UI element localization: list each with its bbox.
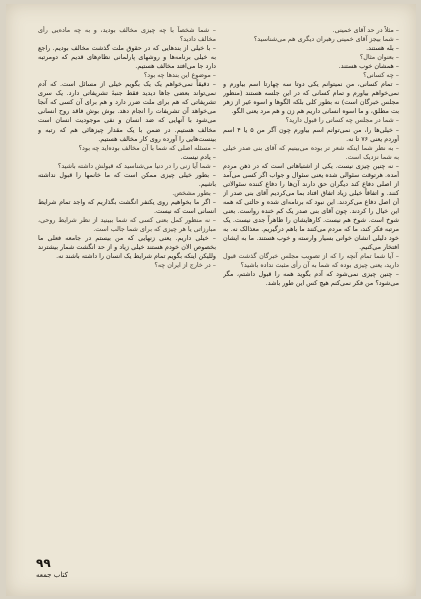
answer-paragraph: – همشان خوب هستند. [338,62,399,71]
question-paragraph: – شما در مجلس چه کسانی را قبول دارید؟ [285,116,399,125]
page-footer [36,556,96,579]
question-paragraph: – در خارج از ایران چه؟ [154,261,216,270]
question-paragraph: – شما شخصاً با چه چیزی مخالف بودید، و به چه ماده‌یی رأی مخالف دادید؟ [38,26,216,44]
answer-paragraph: – تمام کسانی، من نمیتوانم یکی دوتا سه چهارتا اسم بیاورم و نمی‌خواهم بیاورم و تمام کسانی که در این جلسه هستند (منظور مجلس خبرگان است) نه بطور کلی بلکه الگوها و اسوه غیر از زهر بت مطلق، و ما اسوه انسانی داریم هم زن و هم مرد یعنی الگو. [223,80,399,116]
answer-paragraph: – چنین چیزی نمی‌شود که آدم بگوید همه را قبول داشتم، مگر می‌شود؟ من فکر نمی‌کنم هیچ کس این طور باشد. [223,270,399,288]
answer-paragraph: – اگر ما بخواهیم روی یکنفر انگشت بگذاریم که واجد تمام شرایط انسانی است که نیست. [38,197,216,215]
question-paragraph: – شما آیا زنی را در دنیا می‌شناسید که قبولش داشته باشید؟ [57,161,216,170]
answer-paragraph: – خیلی‌ها را، من نمی‌توانم اسم بیاورم چون آگر من ۵ یا ۴ اسم آوردم یعنی ۷۶ تا نه. [223,125,399,143]
page-number: ۹۹ [36,556,51,570]
question-paragraph: – مثلاً در حد آقای خمینی. [332,26,399,34]
question-paragraph: – به نظر شما اینکه شعر تر بوده می‌بینیم که آقای بنی صدر خیلی به شما نزدیک است. [223,143,399,161]
magazine-name: کتاب جمعه [36,571,68,579]
answer-paragraph: – بطور خیلی چیزی ممکن است که ما خانمها را قبول نداشته باشیم. [38,170,216,188]
answer-paragraph: – یادم نیست. [180,152,216,161]
answer-paragraph: – دقیقاً نمی‌خواهم یک یک بگویم خیلی از مسائل است. که آدم نمی‌تواند بعضی جاها دیدید فقط جنبهٔ تشریفاتی دارد. یک سری تشریفاتی که هم برای ملت ضرر دارد و هم برای آن کسی که آنجا می‌خواهد آن تشریفات را انجام دهد. بوش بوش فاقد روح انسانی می‌شود با آنهایی که ضد انسان و نفی موجودیت انسان است مخالف هستیم. در ضمن با یک مقدار چیزهائی هم که رتبه و بینست‌هایی را آورده روی کار مخالف هستیم. [38,80,216,143]
right-text-column [223,26,399,534]
question-paragraph: – بطور مشخص. [172,188,216,197]
answer-paragraph: – بله هستند. [366,44,399,53]
question-paragraph: – مسئله اصلی که شما با آن مخالف بوده‌اید چه بود؟ [78,143,216,152]
left-text-column [38,26,216,534]
magazine-page [6,4,416,596]
answer-paragraph: – خیلی داریم. یعنی زنهایی که من بیستم در جامعه فعلی ما بخصوص الان خودم هستند خیلی زیاد و از حد انگشت شمار بیشترند وللیکن اینکه بگویم تمام شرایط یک انسان را داشته باشند نه. [38,234,216,261]
answer-paragraph: – با خیلی از بندهایی که در حقوق ملت گذشت مخالف بودیم. راجع به خیلی برنامه‌ها و روشهای پارلمانی نظام‌های قدیم که دومرتبه دارد جا می‌افتد مخالف هستیم. [38,44,216,71]
answer-paragraph: – نه چنین چیزی نیست. یکی از اشتباهاتی است که در ذهن مردم آمده. هرتوقت سئوالی شده یعنی سئوال و جواب اگر کسی می‌آمد از اصلی دفاع کند دیگران حق دارند آن‌ها را دفاع کننده سئوالاتی کنند. و اتفاقاً خیلی زیاد اتفاق افتاد بما می‌کردیم آقای بنی صدر از آن اصل دفاع می‌کردند. این نبود که برنامه‌ای شده و حالتی که همه این خیال را کردند. چون آقای بنی صدر یک کم خنده رواست. بعنی شوخ است. شوخ هم نیست. کارهایشان را ظاهراً جدی نیست. یک مرتبه فکر کند، ما که مردم می‌کنند ما باهم درگیریم. معذالک نه. به خود دلیلی انشان خوانی بسیار وارسته و خوب هستند. ما به ایشان افتخار می‌کنیم. [223,161,399,252]
question-paragraph: – بعنوان مثال؟ [359,53,399,62]
question-paragraph: – موضوع این بندها چه بود؟ [143,71,216,80]
question-paragraph: – آیا شما تمام آنچه را که از تصویب مجلس خبرگان گذشت قبول دارید، یعنی چیزی بوده که شما به آن رأی مثبت نداده باشید؟ [223,252,399,270]
question-paragraph: – نه منظور کمل بعنی کسی که شما ببینید از نظر شرایط روحی، مبارزاتی یا هر چیزی که برای شما جالب است. [38,215,216,234]
question-paragraph: – شما بیجز آقای خمینی رهبران دیگری هم می‌شناسید؟ [253,35,399,44]
question-paragraph: – چه کسانی؟ [363,71,399,80]
